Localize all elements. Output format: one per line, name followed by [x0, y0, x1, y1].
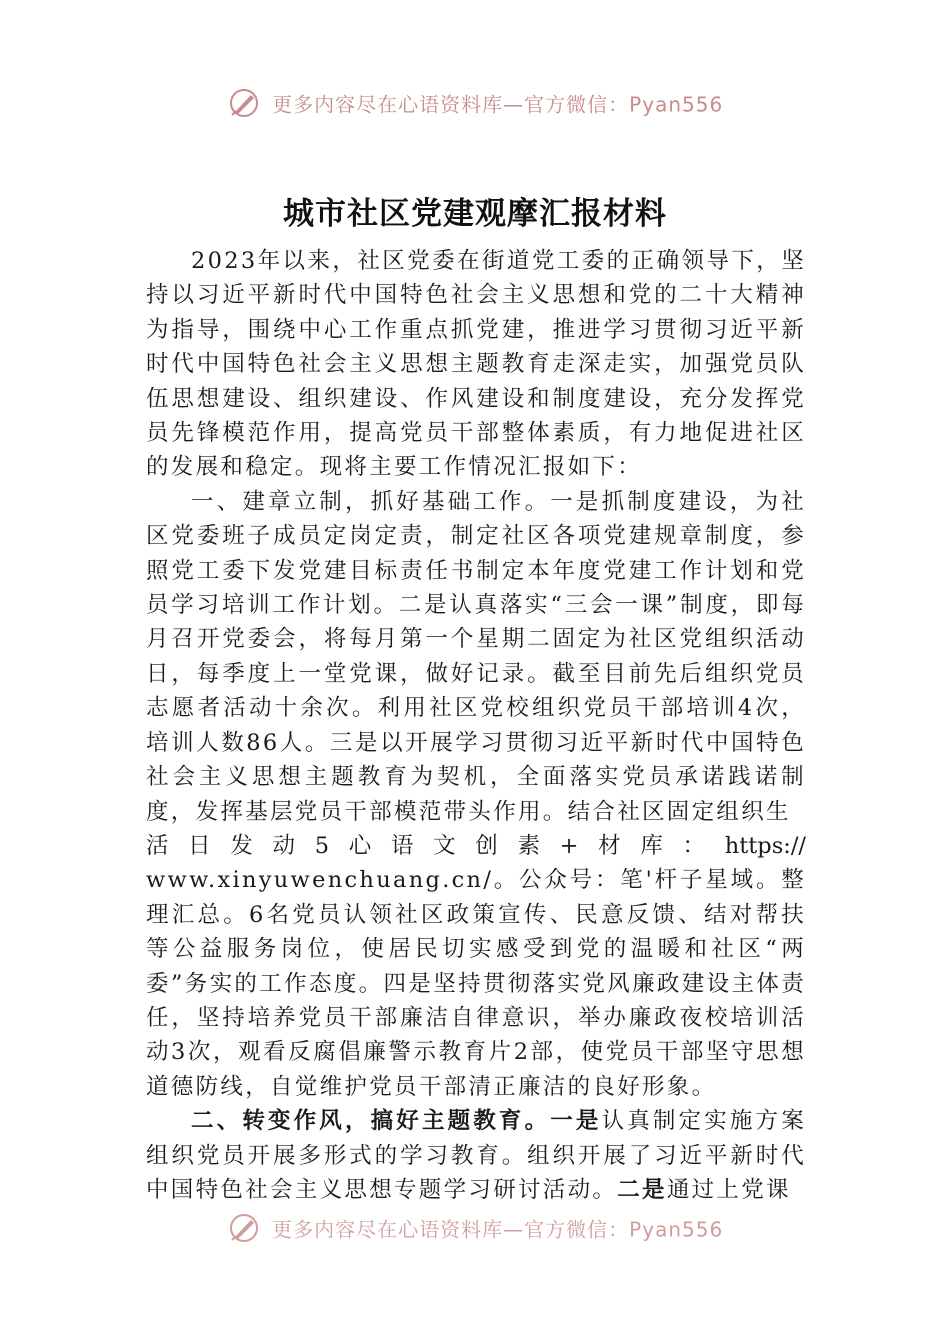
watermark-text: 更多内容尽在心语资料库—官方微信：Pyan556: [272, 1217, 724, 1242]
section-2-item-1-text: 认真制定实施方案组织党员开展多形式的学习教育。组织开展了习近平新时代中国特色社会主义思想专题学习研讨活动。: [146, 1108, 806, 1203]
watermark-header: [0, 86, 950, 120]
section-1-text: 一、建章立制，抓好基础工作。一是抓制度建设，为社区党委班子成员定岗定责，制定社区各项党建规章制度，参照党工委下发党建目标责任书制定本年度党建工作计划和党员学习培训工作计划。二是认真落实“三会一课”制度，即每月召开党委会，将每月第一个星期二固定为社区党组织活动日，每季度上一堂党课，做好记录。截至目前先后组织党员志愿者活动十余次。利用社区党校组织党员干部培训4次，培训人数86人。三是以开展学习贯彻习近平新时代中国特色社会主义思想主题教育为契机，全面落实党员承诺践诺制度，发挥基层党员干部模范带头作用。结合社区固定组织生: [146, 488, 806, 825]
section-2-item-2-text: 通过上党课: [666, 1176, 791, 1203]
document-title: 城市社区党建观摩汇报材料: [283, 196, 667, 232]
pen-nib-logo-icon: [227, 86, 261, 120]
paragraph-section-1: [146, 485, 806, 829]
section-2-item-2-label: 二是: [617, 1176, 667, 1203]
pen-nib-logo-icon: [227, 1211, 261, 1245]
watermark-text: 更多内容尽在心语资料库—官方微信：Pyan556: [272, 92, 724, 117]
section-2-item-1-label: 一是: [550, 1108, 602, 1135]
section-2-heading: 二、转变作风，搞好主题教育。: [191, 1108, 551, 1135]
paragraph-intro: 2023年以来，社区党委在街道党工委的正确领导下，坚持以习近平新时代中国特色社会主义思想和党的二十大精神为指导，围绕中心工作重点抓党建，推进学习贯彻习近平新时代中国特色社会主义思想主题教育走深走实，加强党员队伍思想建设、组织建设、作风建设和制度建设，充分发挥党员先锋模范作用，提高党员干部整体素质，有力地促进社区的发展和稳定。现将主要工作情况汇报如下：: [146, 248, 806, 481]
paragraph-section-2: [146, 1104, 806, 1207]
spread-line: 活日发动5心语文创素+材库：https://: [146, 832, 806, 859]
watermark-footer: [0, 1211, 950, 1245]
paragraph-section-1-cont: www.xinyuwenchuang.cn/。公众号：笔'杆子星域。整理汇总。6名党员认领社区政策宣传、民意反馈、结对帮扶等公益服务岗位，使居民切实感受到党的温暖和社区“两委”务实的工作态度。四是坚持贯彻落实党风廉政建设主体责任，坚持培养党员干部廉洁自律意识，举办廉政夜校培训活动3次，观看反腐倡廉警示教育片2部，使党员干部坚守思想道德防线，自觉维护党员干部清正廉洁的良好形象。: [146, 867, 806, 1100]
document-body: [146, 244, 806, 1207]
